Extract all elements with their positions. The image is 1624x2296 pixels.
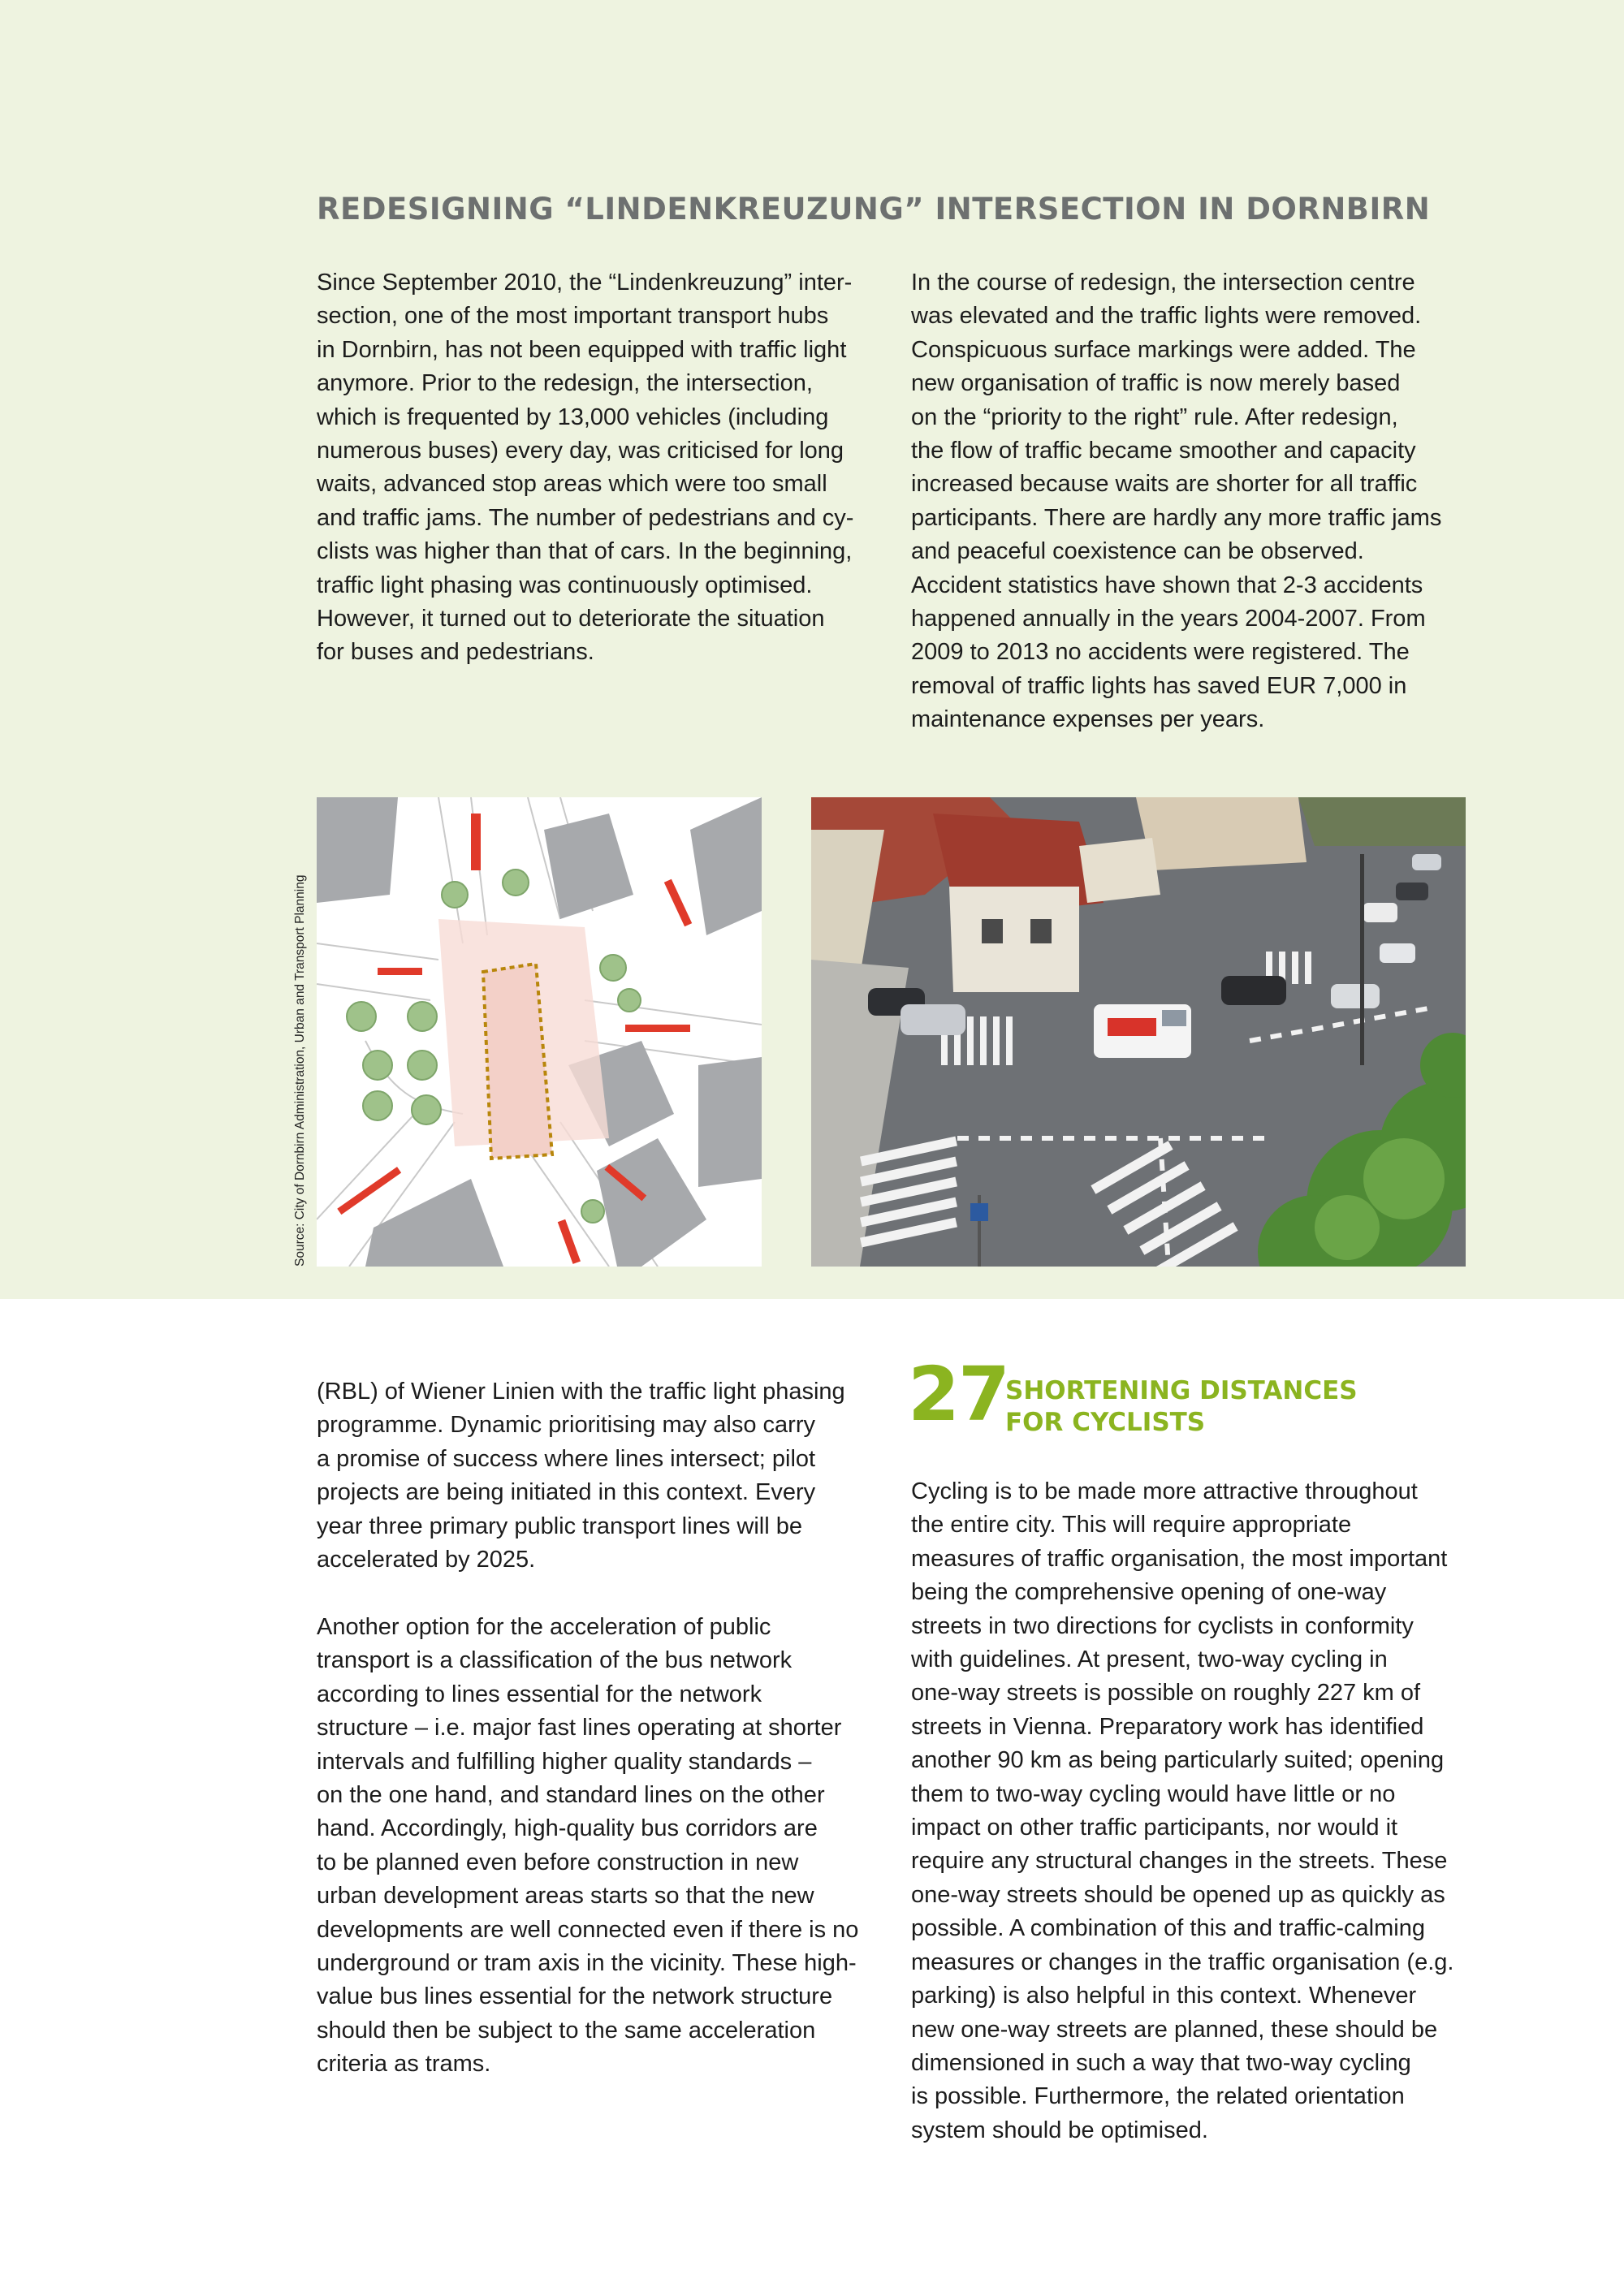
image-credit: Source: City of Dornbirn Administration, Urban and Transport Planning [293,874,307,1267]
body-right-paragraph: Cycling is to be made more attractive throughout the entire city. This will require appropriate measures of traffic organisation, the most important being the comprehensive opening of one-way streets in two directions for cyclists in conformity with guidelines. At present, two-way cycling in one-way streets is possible on roughly 227 km of streets in Vienna. Preparatory work has identified another 90 km as being particularly suited; opening them to two-way cycling would have little or no impact on other traffic participants, nor would it require any structural changes in the streets. These one-way streets should be opened up as quickly as possible. A combination of this and traffic-calming measures or changes in the traffic organisation (e.g. parking) is also helpful in this context. Whenever new one-way streets are planned, these should be dimensioned in such a way that two-way cycling is possible. Furthermore, the related orientation system should be optimised. [911,1478,1454,2143]
section-number: 27 [908,1351,1009,1438]
intersection-photo [811,797,1466,1267]
body-left-paragraph-2: Another option for the acceleration of public transport is a classification of the bus network according to lines essential for the network structure – i.e. major fast lines operating at shorter intervals and fulfilling higher quality standards – on the one hand, and standard lines on the other hand. Accordingly, high-quality bus corridors are to be planned even before construction in new urban development areas starts so that the new developments are well connected even if there is no underground or tram axis in the vicinity. These high- value bus lines essential for the network structure should then be subject to the same acceleration criteria as trams. [317,1614,859,2078]
info-box-left-paragraph: Since September 2010, the “Lindenkreuzung” inter- section, one of the most important transport hubs in Dornbirn, has not been equipped with traffic light anymore. Prior to the redesign, the intersection, which is frequented by 13,000 vehicles (including numerous buses) every day, was criticised for long waits, advanced stop areas which were too small and traffic jams. The number of pedestrians and cy- clists was higher than that of cars. In the beginning, traffic light phasing was continuously optimised. However, it turned out to deteriorate the situation for buses and pedestrians. [317,270,854,666]
section-heading: SHORTENING DISTANCES FOR CYCLISTS [1005,1376,1358,1437]
intersection-plan-image [317,797,762,1267]
body-left-paragraph-1: (RBL) of Wiener Linien with the traffic light phasing programme. Dynamic prioritising may also carry a promise of success where lines intersect; pilot projects are being initiated in this context. Every year three primary public transport lines will be accelerated by 2025. [317,1379,845,1573]
info-box-title: REDESIGNING “LINDENKREUZUNG” INTERSECTION IN DORNBIRN [317,192,1431,227]
info-box-right-paragraph: In the course of redesign, the intersection centre was elevated and the traffic lights were removed. Conspicuous surface markings were added. The new organisation of traffic is now merely based on the “priority to the right” rule. After redesign, the flow of traffic became smoother and capacity increased because waits are shorter for all traffic participants. There are hardly any more traffic jams and peaceful coexistence can be observed. Accident statistics have shown that 2-3 accidents happened annually in the years 2004-2007. From 2009 to 2013 no accidents were registered. The removal of traffic lights has saved EUR 7,000 in maintenance expenses per years. [911,270,1442,733]
